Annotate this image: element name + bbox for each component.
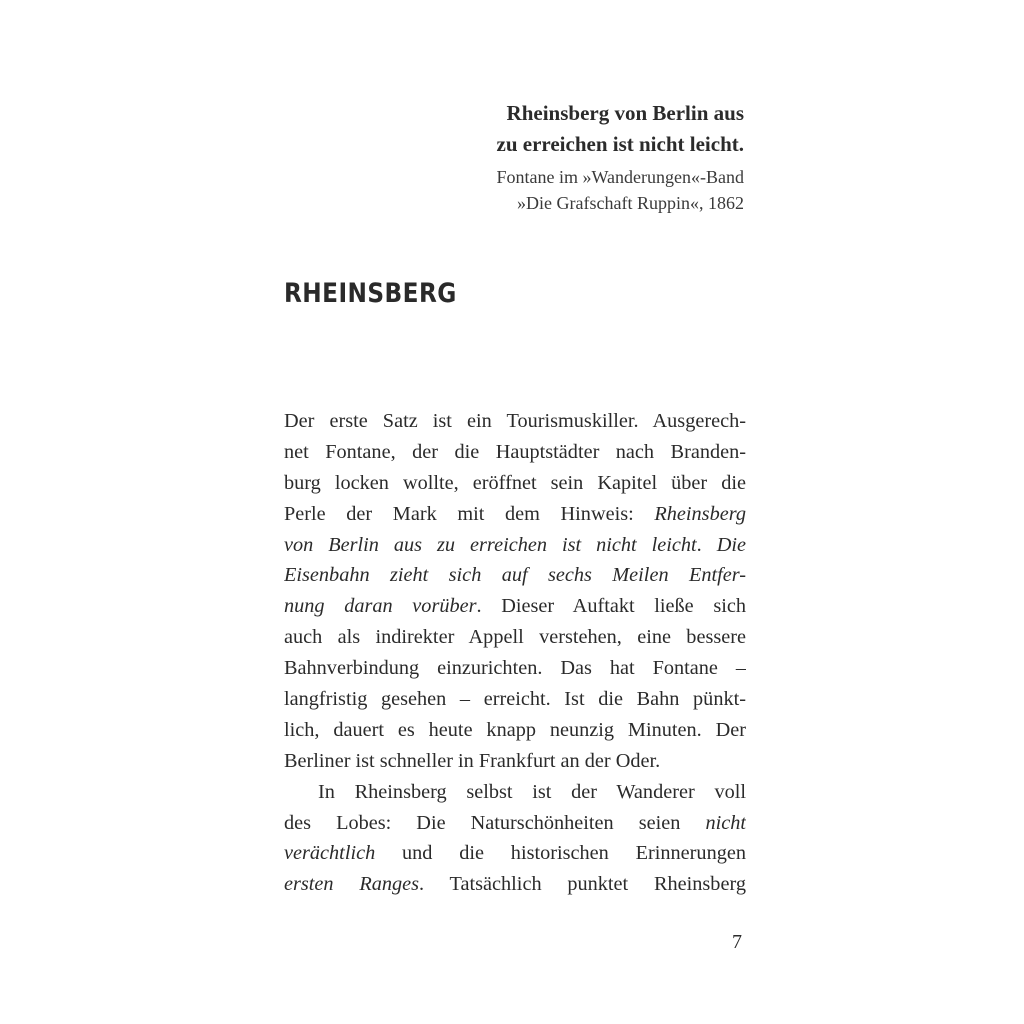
body-line — [284, 746, 746, 777]
body-segment: Der erste Satz ist ein Tourismuskiller. Ausgerech- — [284, 410, 746, 432]
body-line — [284, 684, 746, 715]
body-segment: Perle der Mark mit dem Hinweis: — [284, 502, 655, 525]
body-line — [284, 808, 746, 839]
epigraph-quote — [284, 98, 744, 160]
body-italic-segment: verächtlich — [284, 842, 376, 865]
epigraph-source-line-1: Fontane im »Wanderungen«-Band — [496, 167, 744, 187]
body-italic-segment: nung daran vorüber — [284, 595, 477, 618]
body-line — [284, 530, 746, 561]
body-segment: auch als indirekter Appell verstehen, eine bessere — [284, 626, 746, 649]
body-segment: langfristig gesehen – erreicht. Ist die Bahn pünkt- — [284, 688, 746, 711]
body-line — [284, 560, 746, 591]
body-line — [284, 406, 746, 437]
body-segment: Bahnverbindung einzurichten. Das hat Fontane – — [284, 657, 746, 680]
body-line — [284, 838, 746, 869]
body-italic-segment: Eisenbahn zieht sich auf sechs Meilen Entfer- — [284, 564, 746, 587]
epigraph-quote-line-1: Rheinsberg von Berlin aus — [506, 101, 744, 125]
body-line — [284, 499, 746, 530]
body-line — [284, 869, 746, 900]
body-line — [284, 777, 746, 808]
body-segment: Berliner ist schneller in Frankfurt an der Oder. — [284, 749, 661, 772]
body-italic-segment: Die — [716, 533, 746, 556]
epigraph-quote-line-2: zu erreichen ist nicht leicht. — [496, 132, 744, 156]
body-segment: burg locken wollte, eröffnet sein Kapitel über die — [284, 471, 746, 494]
body-italic-segment: ersten Ranges — [284, 873, 420, 896]
body-line — [284, 591, 746, 622]
body-italic-segment: nicht — [705, 811, 746, 834]
body-italic-segment: Rheinsberg — [654, 502, 746, 525]
body-segment: net Fontane, der die Hauptstädter nach Branden- — [284, 440, 746, 463]
body-line — [284, 468, 746, 499]
chapter-title: RHEINSBERG — [284, 278, 457, 309]
body-line — [284, 437, 746, 468]
body-segment: des Lobes: Die Naturschönheiten seien — [284, 811, 706, 834]
body-segment: In Rheinsberg selbst ist der Wanderer voll — [318, 780, 746, 803]
body-text — [284, 406, 746, 900]
body-italic-segment: von Berlin aus zu erreichen ist nicht leicht — [284, 533, 697, 556]
epigraph — [284, 98, 744, 216]
page-number: 7 — [732, 931, 742, 953]
epigraph-source-line-2: »Die Grafschaft Ruppin«, 1862 — [517, 193, 744, 213]
body-segment: und die historischen Erinnerungen — [375, 842, 746, 865]
body-segment: lich, dauert es heute knapp neunzig Minuten. Der — [284, 718, 746, 741]
body-segment: . Dieser Auftakt ließe sich — [476, 595, 746, 618]
body-segment: . Tatsächlich punktet Rheinsberg — [419, 873, 746, 896]
body-line — [284, 715, 746, 746]
body-segment: . — [696, 533, 717, 556]
body-line — [284, 622, 746, 653]
epigraph-source — [284, 164, 744, 216]
body-line — [284, 653, 746, 684]
